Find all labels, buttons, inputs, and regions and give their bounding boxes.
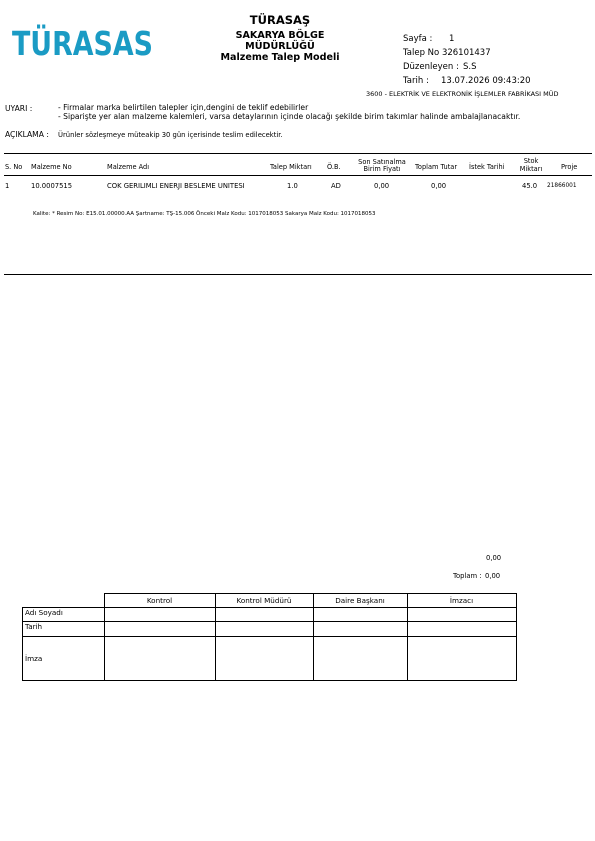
row-detail: Kalite: * Resim No: E15.01.00000.AA Şartname: TŞ-15.006 Önceki Malz Kodu: 1017018053 Sakarya Malz Kodu: 1017018053 <box>33 211 376 217</box>
form-title: Malzeme Talep Modeli <box>220 52 340 63</box>
row-qty: 1.0 <box>287 182 298 190</box>
header-total: Toplam Tutar <box>415 163 458 171</box>
page-label: Sayfa : <box>403 34 433 44</box>
header-last-price-1: Son Satınalma <box>358 158 406 166</box>
region-title: SAKARYA BÖLGE MÜDÜRLÜĞÜ <box>235 30 325 52</box>
header-unit: Ö.B. <box>327 163 341 171</box>
signature-cell <box>104 608 215 622</box>
header-material-no: Malzeme No <box>31 163 72 171</box>
turasas-logo <box>12 24 186 63</box>
header-sno: S. No <box>5 163 23 171</box>
signature-cell <box>215 637 313 681</box>
total-value: 0,00 <box>485 572 501 580</box>
warning-line-2: - Siparişte yer alan malzeme kalemleri, varsa detaylarının içinde olacağı şekilde birim takımlar halinde ambalajlanacaktır. <box>58 112 521 121</box>
request-no: Talep No 326101437 <box>403 48 491 58</box>
header-stock-2: Miktarı <box>519 165 543 173</box>
signature-cell <box>407 608 516 622</box>
note-text: Ürünler sözleşmeye müteakip 30 gün içerisinde teslim edilecektir. <box>58 131 283 139</box>
header-project: Proje <box>561 163 578 171</box>
company-title: TÜRASAŞ <box>249 13 311 27</box>
row-unit: AD <box>331 182 341 190</box>
header-qty: Talep Miktarı <box>270 163 312 171</box>
header-material-name: Malzeme Adı <box>107 163 150 171</box>
row-stock: 45.0 <box>522 182 538 190</box>
signature-header-daire-baskani: Daire Başkanı <box>313 594 407 608</box>
header-last-price-2: Birim Fiyatı <box>363 165 401 173</box>
signature-row-label-date: Tarih <box>23 622 105 637</box>
date-value: 13.07.2026 09:43:20 <box>441 76 531 86</box>
row-sno: 1 <box>5 182 10 190</box>
row-project: 21866001 <box>547 183 577 189</box>
row-material-name: COK GERILIMLI ENERJI BESLEME UNITESI <box>107 182 245 190</box>
signature-header-kontrol: Kontrol <box>104 594 215 608</box>
header-stock-1: Stok <box>523 157 539 165</box>
signature-header-imzaci: İmzacı <box>407 594 516 608</box>
signature-row-label-name: Adı Soyadı <box>23 608 105 622</box>
signature-header-kontrol-muduru: Kontrol Müdürü <box>215 594 313 608</box>
subtotal-value: 0,00 <box>486 554 502 562</box>
signature-cell <box>215 608 313 622</box>
row-last-price: 0,00 <box>374 182 390 190</box>
prepared-label: Düzenleyen : <box>403 62 459 72</box>
signature-row-label-signature: İmza <box>23 637 105 681</box>
prepared-value: S.S <box>463 62 477 72</box>
signature-cell <box>104 622 215 637</box>
header-req-date: İstek Tarihi <box>469 163 505 171</box>
signature-cell <box>407 622 516 637</box>
signature-cell <box>407 637 516 681</box>
row-total: 0,00 <box>431 182 447 190</box>
warning-line-1: - Firmalar marka belirtilen talepler için,dengini de teklif edebilirler <box>58 103 309 112</box>
total-label: Toplam : <box>453 572 482 580</box>
row-material-no: 10.0007515 <box>31 182 73 190</box>
signature-cell <box>313 622 407 637</box>
signature-cell <box>313 637 407 681</box>
signature-table <box>22 593 517 681</box>
table-header-rule <box>4 175 592 176</box>
page-value: 1 <box>449 34 455 44</box>
date-label: Tarih : <box>403 76 429 86</box>
table-bottom-rule <box>4 274 592 275</box>
department: 3600 - ELEKTRİK VE ELEKTRONİK İŞLEMLER FABRİKASI MÜD <box>366 90 559 98</box>
signature-cell <box>215 622 313 637</box>
note-label: AÇIKLAMA : <box>5 130 49 139</box>
table-top-rule <box>4 153 592 154</box>
signature-cell <box>313 608 407 622</box>
signature-corner-cell <box>23 594 105 608</box>
warning-label: UYARI : <box>5 104 33 113</box>
svg-text:TÜRASAS: TÜRASAS <box>12 24 186 63</box>
signature-cell <box>104 637 215 681</box>
